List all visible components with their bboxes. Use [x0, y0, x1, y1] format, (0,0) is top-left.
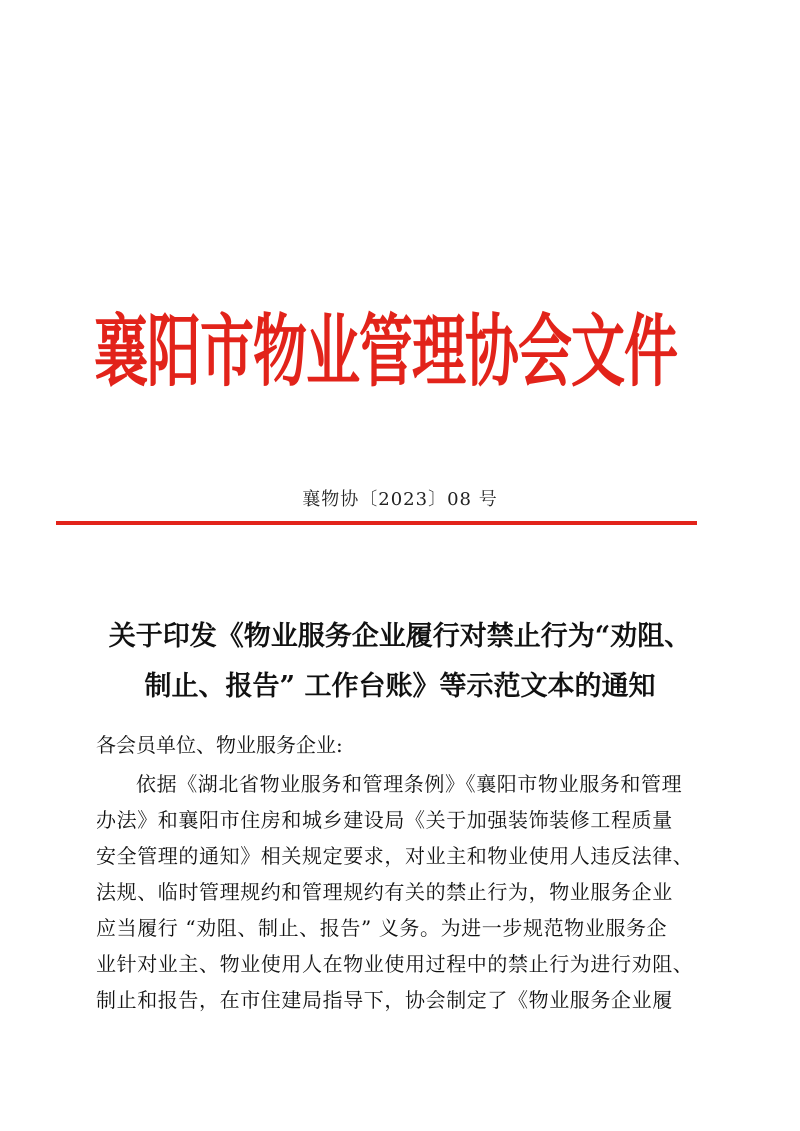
org-header-title: 襄阳市物业管理协会文件 — [94, 306, 677, 398]
notice-title-line-2: 制止、报告” 工作台账》等示范文本的通知 — [144, 671, 656, 702]
notice-title — [60, 612, 740, 712]
body-line: 依据《湖北省物业服务和管理条例》《襄阳市物业服务和管理 — [136, 772, 683, 796]
body-line: 应当履行 “劝阻、制止、报告” 义务。为进一步规范物业服务企 — [96, 916, 668, 940]
salutation: 各会员单位、物业服务企业: — [96, 733, 343, 757]
notice-title-line-1: 关于印发《物业服务企业履行对禁止行为“劝阻、 — [108, 621, 692, 652]
body-line: 办法》和襄阳市住房和城乡建设局《关于加强装饰装修工程质量 — [96, 808, 673, 832]
body-line: 制止和报告，在市住建局指导下，协会制定了《物业服务企业履 — [96, 988, 673, 1012]
body-line: 安全管理的通知》相关规定要求，对业主和物业使用人违反法律、 — [96, 844, 694, 868]
body-line: 业针对业主、物业使用人在物业使用过程中的禁止行为进行劝阻、 — [96, 952, 694, 976]
red-divider-line — [56, 521, 697, 525]
body-paragraph — [96, 766, 716, 1018]
document-number: 襄物协〔2023〕08 号 — [302, 489, 498, 510]
body-line: 法规、临时管理规约和管理规约有关的禁止行为，物业服务企业 — [96, 880, 673, 904]
